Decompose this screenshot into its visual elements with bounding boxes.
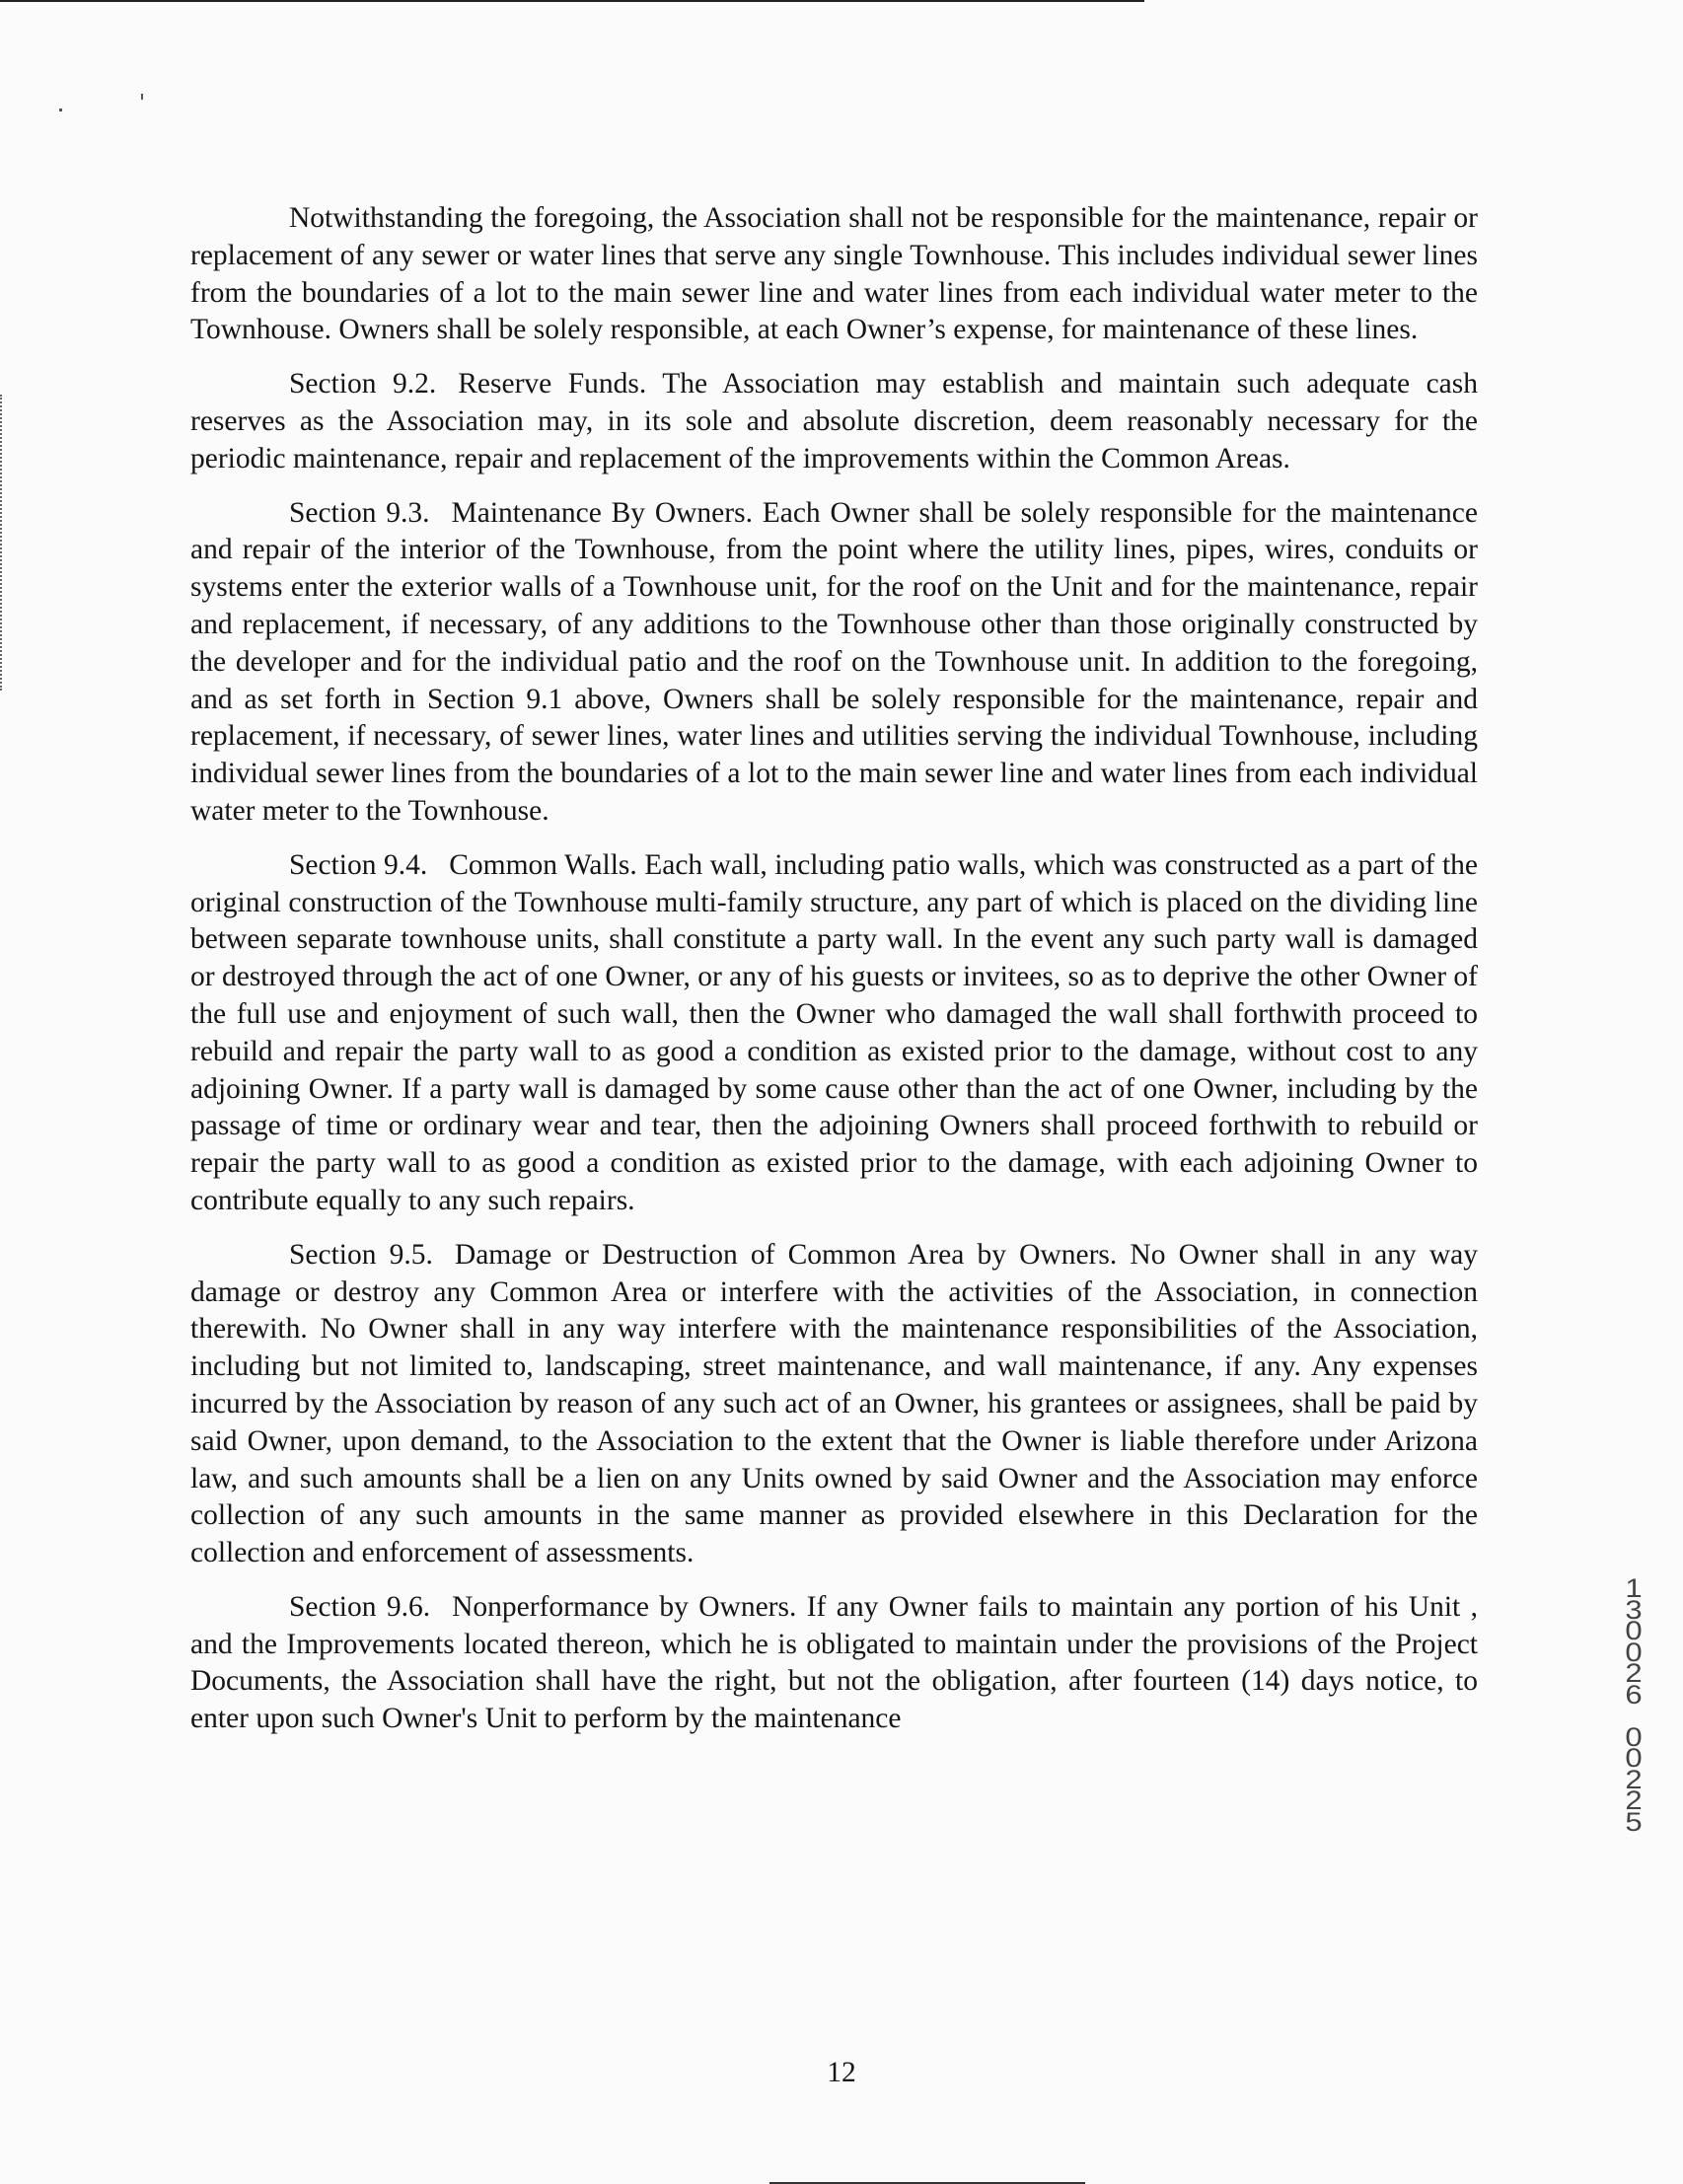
paragraph-text: Common Walls. Each wall, including patio walls, which was constructed as a part of the original construction of the Townhouse multi-family structure, any part of which is placed on the dividing line between separate townhouse units, shall constitute a party wall. In the event any such party wall is damaged or destroyed through the act of one Owner, or any of his guests or invitees, so as to deprive the other Owner of the full use and enjoyment of such wall, then the Owner who damaged the wall shall forthwith proceed to rebuild and repair the party wall to as good a condition as existed prior to the damage, without cost to any adjoining Owner. If a party wall is damaged by some cause other than the act of one Owner, including by the passage of time or ordinary wear and tear, then the adjoining Owners shall proceed forthwith to rebuild or repair the party wall to as good a condition as existed prior to the damage, with each adjoining Owner to contribute equally to any such repairs.	[190, 848, 1478, 1216]
paragraph-section-9-3	[190, 495, 1478, 831]
section-number: Section 9.4.	[289, 848, 428, 881]
stamp-glyph: 3	[1625, 1594, 1643, 1625]
paragraph-9-1-continuation	[190, 200, 1478, 349]
page-number: 12	[827, 2057, 856, 2088]
scan-edge-left	[0, 395, 4, 691]
stamp-glyph: 0	[1625, 1637, 1643, 1667]
stamp-glyph: 2	[1625, 1764, 1643, 1794]
paragraph-section-9-6	[190, 1589, 1478, 1738]
stamp-glyph: 0	[1625, 1721, 1643, 1752]
stamp-glyph: 5	[1625, 1806, 1643, 1837]
paragraph-text: Nonperformance by Owners. If any Owner fails to maintain any portion of his Unit , and the Improvements located thereon, which he is obligated to maintain under the provisions of the Project Documents, the Association shall have the right, but not the obligation, after fourteen (14) days notice, to enter upon such Owner's Unit to perform by the maintenance	[190, 1590, 1478, 1735]
stamp-glyph: 0	[1625, 1616, 1643, 1645]
stamp-glyph: 6	[1625, 1679, 1643, 1710]
paragraph-section-9-4	[190, 847, 1478, 1220]
scan-edge-top	[0, 0, 1144, 2]
recording-stamp	[1611, 1573, 1656, 1837]
section-number: Section 9.5.	[289, 1238, 433, 1271]
stamp-glyph: 0	[1625, 1743, 1643, 1773]
document-body	[190, 200, 1478, 1755]
paragraph-text: Damage or Destruction of Common Area by Owners. No Owner shall in any way damage or destroy any Common Area or interfere with the activities of the Association, in connection therewith. No Owner shall in any way interfere with the maintenance responsibilities of the Association, including but not limited to, landscaping, street maintenance, and wall maintenance, if any. Any expenses incurred by the Association by reason of any such act of an Owner, his grantees or assignees, shall be paid by said Owner, upon demand, to the Association to the extent that the Owner is liable therefore under Arizona law, and such amounts shall be a lien on any Units owned by said Owner and the Association may enforce collection of any such amounts in the same manner as provided elsewhere in this Declaration for the collection and enforcement of assessments.	[190, 1238, 1478, 1569]
stamp-glyph: 1	[1625, 1573, 1643, 1603]
scan-speck	[59, 109, 62, 111]
section-number: Section 9.6.	[289, 1590, 431, 1623]
paragraph-text: Reserve Funds. The Association may establish and maintain such adequate cash reserves as the Association may, in its sole and absolute discretion, deem reasonably necessary for the periodic maintenance, repair and replacement of the improvements within the Common Areas.	[190, 368, 1478, 474]
paragraph-section-9-5	[190, 1237, 1478, 1572]
stamp-glyph: 2	[1625, 1658, 1643, 1688]
section-number: Section 9.2.	[289, 368, 437, 400]
paragraph-text: Notwithstanding the foregoing, the Association shall not be responsible for the maintenance, repair or replacement of any sewer or water lines that serve any single Townhouse. This includes individual sewer lines from the boundaries of a lot to the main sewer line and water lines from each individual water meter to the Townhouse. Owners shall be solely responsible, at each Owner’s expense, for maintenance of these lines.	[190, 202, 1478, 346]
scan-speck	[141, 94, 143, 100]
stamp-glyph: 2	[1625, 1785, 1643, 1815]
paragraph-section-9-2	[190, 366, 1478, 477]
paragraph-text: Maintenance By Owners. Each Owner shall be solely responsible for the maintenance and repair of the interior of the Townhouse, from the point where the utility lines, pipes, wires, conduits or systems enter the exterior walls of a Townhouse unit, for the roof on the Unit and for the maintenance, repair and replacement, if necessary, of any additions to the Townhouse other than those originally constructed by the developer and for the individual patio and the roof on the Townhouse unit. In addition to the foregoing, and as set forth in Section 9.1 above, Owners shall be solely responsible for the maintenance, repair and replacement, if necessary, of sewer lines, water lines and utilities serving the individual Townhouse, including individual sewer lines from the boundaries of a lot to the main sewer line and water lines from each individual water meter to the Townhouse.	[190, 496, 1478, 827]
section-number: Section 9.3.	[289, 496, 430, 529]
